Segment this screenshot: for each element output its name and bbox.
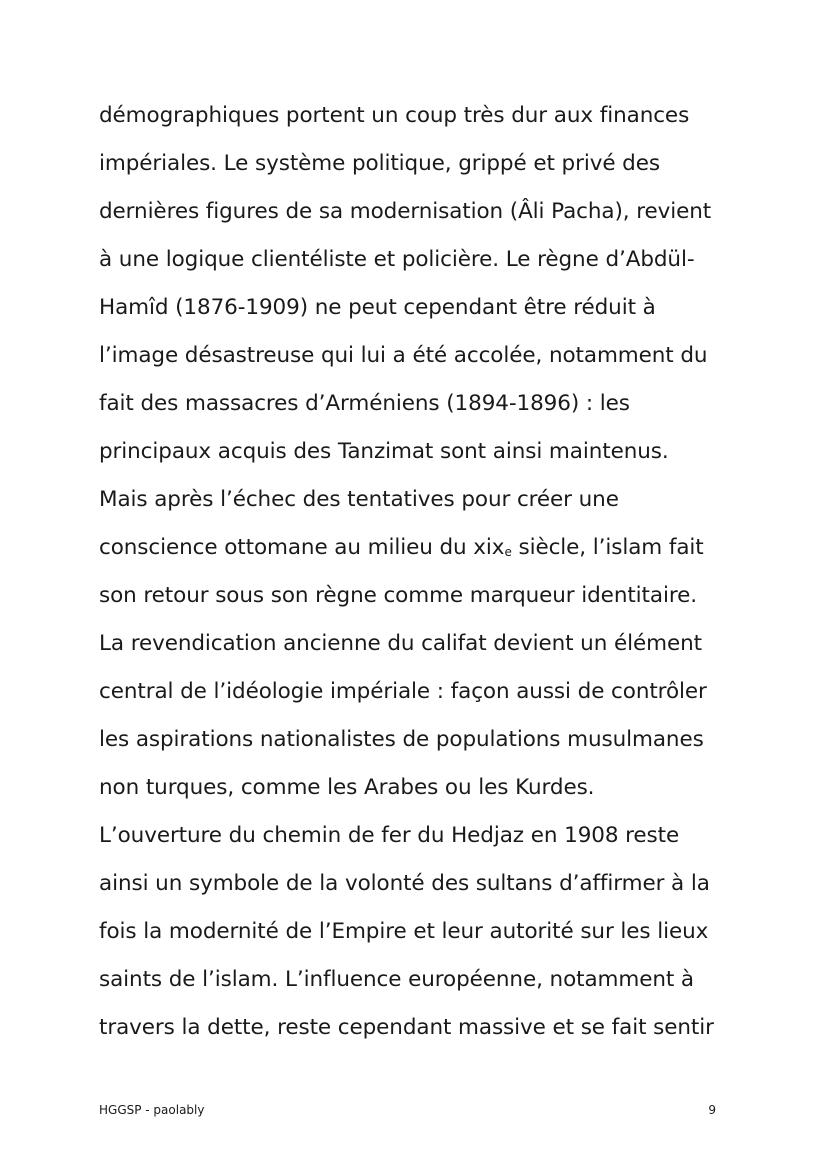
text-line: principaux acquis des Tanzimat sont ainsi maintenus. [99,439,669,464]
text-line: à une logique clientéliste et policière. Le règne d’Abdül- [99,247,695,272]
text-line [99,524,739,572]
text-line: les aspirations nationalistes de populations musulmanes [99,727,704,752]
century-superscript: e [504,545,512,559]
text-line: non turques, comme les Arabes ou les Kurdes. [99,775,595,800]
footer-title: HGGSP - paolably [99,1103,205,1117]
text-line: central de l’idéologie impériale : façon aussi de contrôler [99,679,707,704]
text-line: Mais après l’échec des tentatives pour créer une [99,487,619,512]
text-line: fait des massacres d’Arméniens (1894-1896) : les [99,391,630,416]
page-number: 9 [708,1103,716,1117]
text-line: L’ouverture du chemin de fer du Hedjaz en 1908 reste [99,823,680,848]
text-line: impériales. Le système politique, grippé et privé des [99,151,660,176]
text-line: démographiques portent un coup très dur aux finances [99,103,690,128]
text-line: saints de l’islam. L’influence européenne, notamment à [99,967,695,992]
text-line: Hamîd (1876-1909) ne peut cependant être réduit à [99,295,656,320]
text-line: l’image désastreuse qui lui a été accolée, notamment du [99,343,708,368]
text-segment: conscience ottomane au milieu du xix [99,535,505,560]
text-line: fois la modernité de l’Empire et leur autorité sur les lieux [99,919,709,944]
text-line: son retour sous son règne comme marqueur identitaire. [99,583,697,608]
text-line: travers la dette, reste cependant massive et se fait sentir [99,1015,714,1040]
text-line: La revendication ancienne du califat devient un élément [99,631,702,656]
text-line: ainsi un symbole de la volonté des sultans d’affirmer à la [99,871,710,896]
text-segment: siècle, l’islam fait [511,535,704,560]
text-line: dernières figures de sa modernisation (Âli Pacha), revient [99,199,712,224]
body-paragraph [99,92,739,1052]
